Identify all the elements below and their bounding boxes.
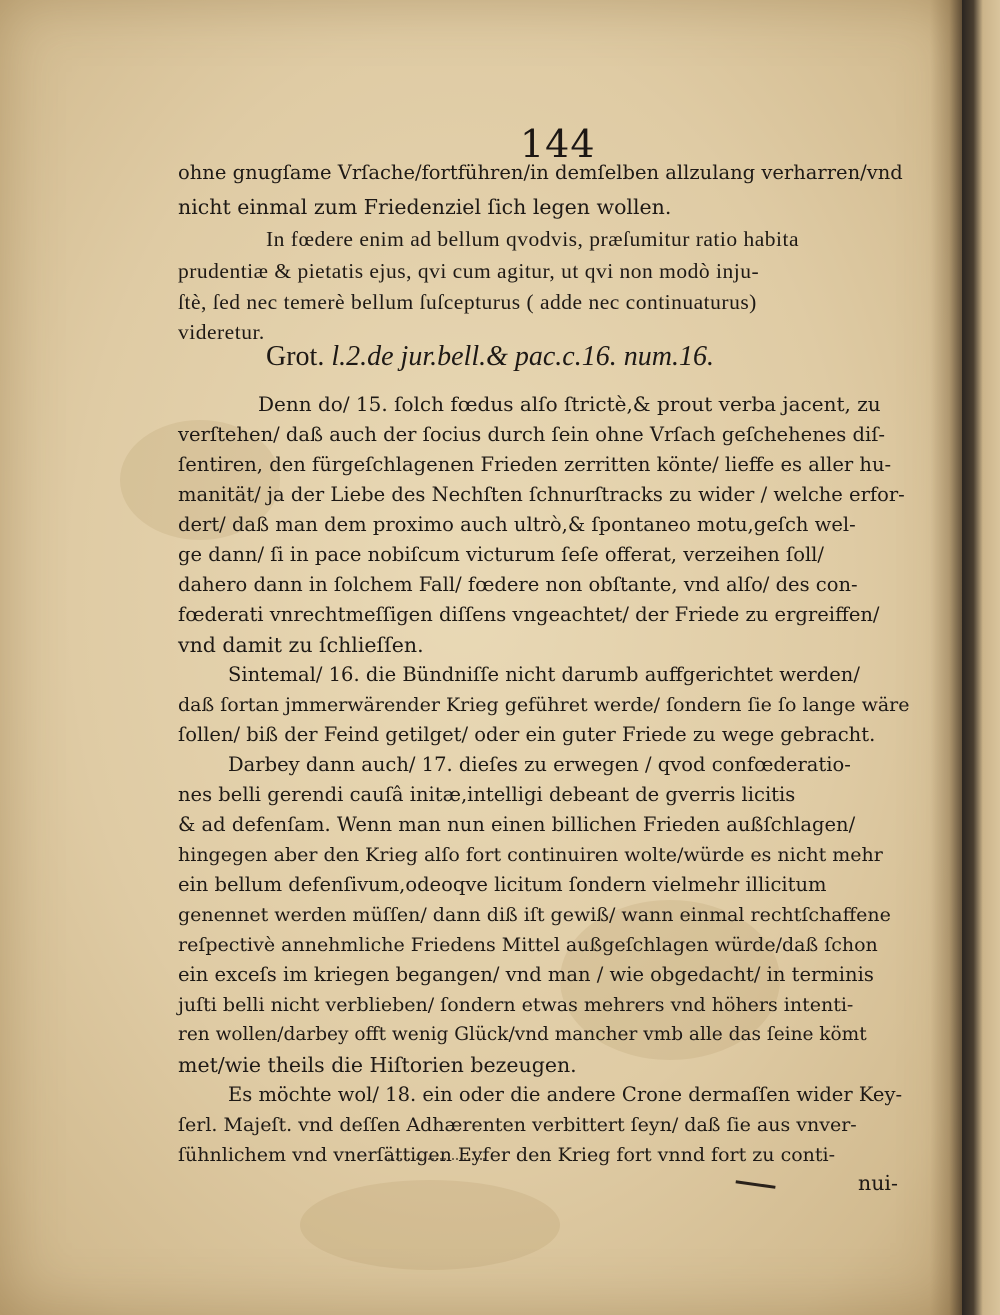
paper-stain [300,1180,560,1270]
citation [266,340,714,374]
text-line: Sintemal/ 16. die Bündniſſe nicht darumb auffgerichtet werden/ [228,663,860,686]
text-line: verſtehen/ daß auch der ſocius durch ſein ohne Vrſach geſchehenes diſ- [178,423,886,446]
text-line: videretur. [178,320,265,344]
citation-author: Grot. [266,341,332,372]
text-line: Es möchte wol/ 18. ein oder die andere Crone dermaſſen wider Key- [228,1083,903,1106]
text-line: manität/ ja der Liebe des Nechſten ſchnurſtracks zu wider / welche erfor- [178,483,905,506]
text-line: daß ſortan jmmerwärender Krieg geführet werde/ ſondern ſie ſo lange wäre [178,694,910,716]
text-line: hingegen aber den Krieg alſo fort continuiren wolte/würde es nicht mehr [178,844,883,866]
adjacent-page-edge [962,0,1000,1315]
text-line: met/wie theils die Hiſtorien bezeugen. [178,1053,577,1077]
page-gutter-shadow [930,0,962,1315]
citation-reference: l.2.de jur.bell.& pac.c.16. num.16. [331,341,714,372]
ink-smudge [385,1158,485,1164]
text-line: ein bellum defenſivum,odeoqve licitum ſondern vielmehr illicitum [178,873,827,896]
text-line: & ad defenſam. Wenn man nun einen billichen Frieden außſchlagen/ [178,813,856,836]
text-line: reſpectivè annehmliche Friedens Mittel außgeſchlagen würde/daß ſchon [178,934,878,956]
text-line: dert/ daß man dem proximo auch ultrò,& ſpontaneo motu,geſch wel- [178,513,856,536]
text-line: ein exceſs im kriegen begangen/ vnd man / wie obgedacht/ in terminis [178,963,874,986]
text-line: dahero dann in ſolchem Fall/ fœdere non obſtante, vnd alſo/ des con- [178,573,858,596]
text-line: genennet werden müſſen/ dann diß iſt gewiß/ wann einmal rechtſchaffene [178,904,891,926]
text-line: nes belli gerendi cauſâ initæ,intelligi debeant de gverris licitis [178,783,796,806]
text-line: vnd damit zu ſchlieſſen. [178,633,424,657]
text-line: ſühnlichem vnd vnerſättigen Eyfer den Krieg fort vnnd fort zu conti- [178,1144,836,1166]
text-line: fœderati vnrechtmeſſigen diſſens vngeachtet/ der Friede zu ergreiffen/ [178,603,880,626]
page-number: 144 [520,122,596,166]
text-line: In fœdere enim ad bellum qvodvis, præſumitur ratio habita [266,227,800,251]
text-line: ren wollen/darbey offt wenig Glück/vnd mancher vmb alle das ſeine kömt [178,1024,867,1045]
ink-mark [734,1180,775,1196]
catchword: nui- [858,1171,898,1195]
text-line: ſollen/ biß der Feind getilget/ oder ein guter Friede zu wege gebracht. [178,723,876,746]
text-line: Denn do/ 15. ſolch fœdus alſo ſtrictè,& prout verba jacent, zu [258,392,881,416]
text-line: ſtè, ſed nec temerè bellum ſuſcepturus ( adde nec continuaturus) [178,290,757,314]
text-line: ſerl. Majeſt. vnd deſſen Adhærenten verbittert ſeyn/ daß ſie aus vnver- [178,1114,857,1136]
text-line: nicht einmal zum Friedenziel ſich legen wollen. [178,195,672,219]
text-line: juſti belli nicht verblieben/ ſondern etwas mehrers vnd höhers intenti- [178,994,854,1016]
text-line: ſentiren, den fürgeſchlagenen Frieden zerritten könte/ lieffe es aller hu- [178,453,892,476]
text-line: Darbey dann auch/ 17. dieſes zu erwegen / qvod confœderatio- [228,753,851,776]
text-line: prudentiæ & pietatis ejus, qvi cum agitur, ut qvi non modò inju- [178,259,760,283]
text-line: ohne gnugſame Vrſache/fortführen/in demſelben allzulang verharren/vnd [178,161,903,184]
text-line: ge dann/ ſi in pace nobiſcum victurum ſeſe offerat, verzeihen ſoll/ [178,543,824,566]
